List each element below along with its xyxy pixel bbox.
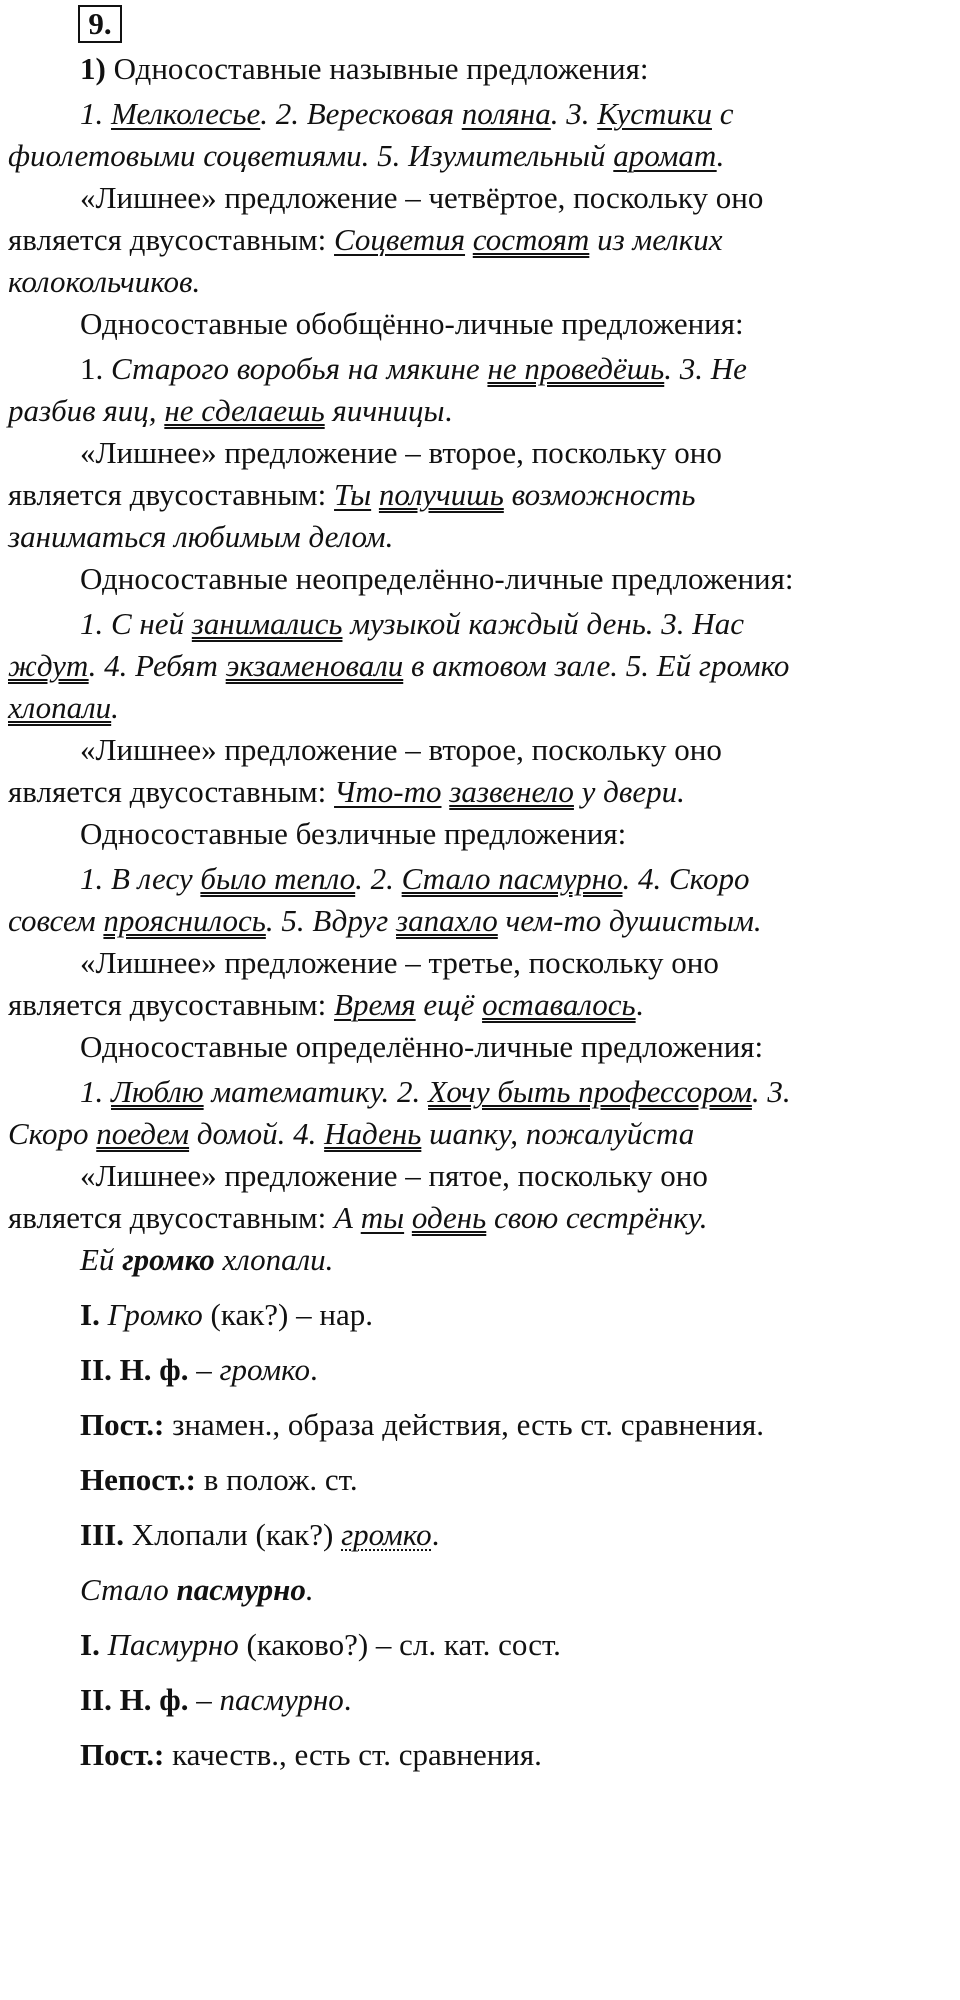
paragraph-p15	[8, 1155, 958, 1239]
text-run: Ты	[334, 477, 372, 512]
paragraph-p10	[8, 813, 958, 855]
text-run: экзаменовали	[225, 648, 404, 683]
text-run: Односоставные обобщённо-личные предложения:	[80, 306, 744, 341]
paragraph-p11	[8, 858, 958, 942]
text-line	[8, 474, 958, 516]
text-line	[8, 390, 958, 432]
text-run: II. Н. ф.	[80, 1682, 189, 1717]
text-run: является двусоставным:	[8, 1200, 335, 1235]
text-run: аромат	[613, 138, 717, 173]
text-run: получишь	[378, 477, 504, 512]
text-run: Односоставные определённо-личные предложения:	[80, 1029, 764, 1064]
text-run: I.	[80, 1297, 100, 1332]
text-run: . 5. Вдруг	[265, 903, 397, 938]
text-run: Люблю	[111, 1074, 204, 1109]
text-run: Односоставные неопределённо-личные предложения:	[80, 561, 794, 596]
text-line	[8, 687, 958, 729]
text-line	[8, 858, 958, 900]
text-run: .	[111, 690, 119, 725]
text-line	[8, 261, 958, 303]
text-run: .	[431, 1517, 440, 1552]
text-run: запахло	[396, 903, 498, 938]
text-run: . 4. Ребят	[88, 648, 226, 683]
text-run: Пост.:	[80, 1407, 165, 1442]
text-run: является двусоставным:	[8, 987, 335, 1022]
text-run: поляна	[461, 96, 551, 131]
text-run: Стало	[80, 1572, 177, 1607]
text-run	[371, 477, 379, 512]
text-run: разбив яиц,	[8, 393, 165, 428]
text-line	[8, 1113, 958, 1155]
text-line	[8, 1294, 958, 1336]
text-run: прояснилось	[103, 903, 266, 938]
paragraph-p01	[8, 48, 958, 90]
text-line	[8, 432, 958, 474]
text-run: Громко	[107, 1297, 203, 1332]
text-run: возможность	[503, 477, 696, 512]
text-run: не сделаешь	[164, 393, 325, 428]
text-run: 1. С ней	[80, 606, 192, 641]
text-run: математику. 2.	[203, 1074, 429, 1109]
exercise-number-box: 9.	[78, 5, 122, 43]
text-run: является двусоставным:	[8, 222, 335, 257]
text-run: «Лишнее» предложение – второе, поскольку оно	[80, 435, 722, 470]
text-run: .	[309, 1352, 318, 1387]
text-line	[8, 1569, 958, 1611]
text-line	[8, 1624, 958, 1666]
text-line	[8, 984, 958, 1026]
text-line	[8, 1734, 958, 1776]
text-run: хлопали	[8, 690, 112, 725]
paragraph-p05	[8, 348, 958, 432]
text-run: Пост.:	[80, 1737, 165, 1772]
text-line	[8, 219, 958, 261]
text-run: состоят	[472, 222, 590, 257]
paragraph-p09	[8, 729, 958, 813]
paragraph-p17	[8, 1294, 958, 1336]
text-line	[8, 1071, 958, 1113]
text-run: ждут	[8, 648, 89, 683]
text-line	[8, 135, 958, 177]
paragraph-p24	[8, 1679, 958, 1721]
paragraph-p20	[8, 1459, 958, 1501]
text-line	[8, 93, 958, 135]
text-run: Скоро	[8, 1116, 97, 1151]
text-run: поедем	[96, 1116, 190, 1151]
paragraph-p14	[8, 1071, 958, 1155]
text-line	[8, 900, 958, 942]
text-run: зазвенело	[449, 774, 574, 809]
text-line	[8, 1197, 958, 1239]
text-run: . 3. Не	[664, 351, 747, 386]
text-run: оставалось	[482, 987, 636, 1022]
text-run: .	[305, 1572, 314, 1607]
paragraph-p02	[8, 93, 958, 177]
text-run: Соцветия	[334, 222, 466, 257]
text-run: одень	[411, 1200, 487, 1235]
text-line	[8, 813, 958, 855]
text-run: хлопали.	[214, 1242, 334, 1277]
text-run: Хлопали (как?)	[123, 1517, 342, 1552]
text-run: пасмурно	[176, 1572, 306, 1607]
text-line	[8, 942, 958, 984]
text-run: «Лишнее» предложение – третье, поскольку оно	[80, 945, 719, 980]
text-line	[8, 1679, 958, 1721]
text-run: Стало пасмурно	[401, 861, 623, 896]
paragraph-p19	[8, 1404, 958, 1446]
text-run: –	[188, 1682, 220, 1717]
text-run: колокольчиков.	[8, 264, 201, 299]
text-run: чем-то душистым.	[497, 903, 762, 938]
text-run: Непост.:	[80, 1462, 196, 1497]
text-run: знамен., образа действия, есть ст. сравнения.	[164, 1407, 764, 1442]
text-run: .	[343, 1682, 352, 1717]
text-run: у двери.	[573, 774, 685, 809]
text-run: музыкой каждый день. 3. Нас	[342, 606, 744, 641]
text-run: (как?) – нар.	[202, 1297, 373, 1332]
paragraph-p08	[8, 603, 958, 729]
text-run: Время	[334, 987, 416, 1022]
text-run: громко	[219, 1352, 310, 1387]
text-run: Мелколесье	[111, 96, 261, 131]
text-run: «Лишнее» предложение – пятое, поскольку оно	[80, 1158, 708, 1193]
paragraph-p13	[8, 1026, 958, 1068]
text-line	[8, 177, 958, 219]
text-run: 1.	[80, 96, 111, 131]
paragraph-p18	[8, 1349, 958, 1391]
text-run: .	[635, 987, 644, 1022]
text-run: –	[188, 1352, 220, 1387]
text-line	[8, 1026, 958, 1068]
text-run: . 2.	[355, 861, 402, 896]
text-line	[8, 558, 958, 600]
text-run: «Лишнее» предложение – второе, поскольку оно	[80, 732, 722, 767]
text-run: Хочу быть профессором	[428, 1074, 752, 1109]
text-run: было тепло	[200, 861, 356, 896]
text-run	[404, 1200, 412, 1235]
paragraph-p16	[8, 1239, 958, 1281]
text-run: 1.	[80, 351, 111, 386]
text-line	[8, 1349, 958, 1391]
text-run: не проведёшь	[487, 351, 665, 386]
paragraph-p21	[8, 1514, 958, 1556]
text-run: . 3.	[550, 96, 598, 131]
text-run: Односоставные безличные предложения:	[80, 816, 627, 851]
text-line	[8, 348, 958, 390]
paragraph-p03	[8, 177, 958, 303]
paragraph-p04	[8, 303, 958, 345]
paragraph-p25	[8, 1734, 958, 1776]
text-run: .	[444, 393, 453, 428]
text-run: Пасмурно	[107, 1627, 239, 1662]
text-run: 1. В лесу	[80, 861, 201, 896]
text-line	[8, 1514, 958, 1556]
text-line	[8, 1239, 958, 1281]
paragraph-p06	[8, 432, 958, 558]
text-run: . 4. Скоро	[622, 861, 750, 896]
text-run: фиолетовыми соцветиями. 5. Изумительный	[8, 138, 614, 173]
paragraph-p23	[8, 1624, 958, 1666]
text-run: Односоставные назывные предложения:	[105, 51, 649, 86]
text-run: ещё	[415, 987, 483, 1022]
text-run: с	[711, 96, 734, 131]
text-run: пасмурно	[219, 1682, 344, 1717]
text-run	[100, 1627, 108, 1662]
text-run: в актовом зале. 5. Ей громко	[403, 648, 790, 683]
text-run: 1)	[80, 51, 106, 86]
text-run	[100, 1297, 108, 1332]
text-run: громко	[122, 1242, 215, 1277]
text-run: 1.	[80, 1074, 111, 1109]
text-line	[8, 303, 958, 345]
text-line	[8, 1404, 958, 1446]
text-line	[8, 1155, 958, 1197]
text-run: . 2. Вересковая	[260, 96, 462, 131]
text-run: качеств., есть ст. сравнения.	[164, 1737, 542, 1772]
text-run	[465, 222, 473, 257]
text-line	[8, 603, 958, 645]
text-run: яичницы	[324, 393, 445, 428]
text-line	[8, 645, 958, 687]
text-run: шапку, пожалуйста	[421, 1116, 695, 1151]
text-line	[8, 48, 958, 90]
text-run: .	[716, 138, 725, 173]
text-run: III.	[80, 1517, 124, 1552]
text-line	[8, 771, 958, 813]
text-run: ты	[360, 1200, 405, 1235]
text-line	[8, 729, 958, 771]
text-run: Ей	[80, 1242, 123, 1277]
text-run: является двусоставным:	[8, 477, 335, 512]
text-run: Надень	[324, 1116, 422, 1151]
text-run: из мелких	[589, 222, 723, 257]
text-run: (каково?) – сл. кат. сост.	[238, 1627, 561, 1662]
text-run: «Лишнее» предложение – четвёртое, поскольку оно	[80, 180, 764, 215]
text-run: домой. 4.	[189, 1116, 325, 1151]
text-run: заниматься любимым делом.	[8, 519, 394, 554]
text-run: Кустики	[597, 96, 712, 131]
text-run: I.	[80, 1627, 100, 1662]
text-run: занимались	[191, 606, 343, 641]
text-run: Что-то	[334, 774, 442, 809]
paragraph-p12	[8, 942, 958, 1026]
text-run: . 3.	[751, 1074, 791, 1109]
text-run: Старого воробья на мякине	[111, 351, 488, 386]
text-run: является двусоставным:	[8, 774, 335, 809]
text-run: в полож. ст.	[195, 1462, 358, 1497]
paragraph-p07	[8, 558, 958, 600]
paragraph-p22	[8, 1569, 958, 1611]
text-line	[8, 1459, 958, 1501]
text-run: громко	[341, 1517, 432, 1552]
text-run: II. Н. ф.	[80, 1352, 189, 1387]
text-run: совсем	[8, 903, 104, 938]
text-run: А	[334, 1200, 361, 1235]
text-line	[8, 516, 958, 558]
text-run: свою сестрёнку.	[486, 1200, 708, 1235]
